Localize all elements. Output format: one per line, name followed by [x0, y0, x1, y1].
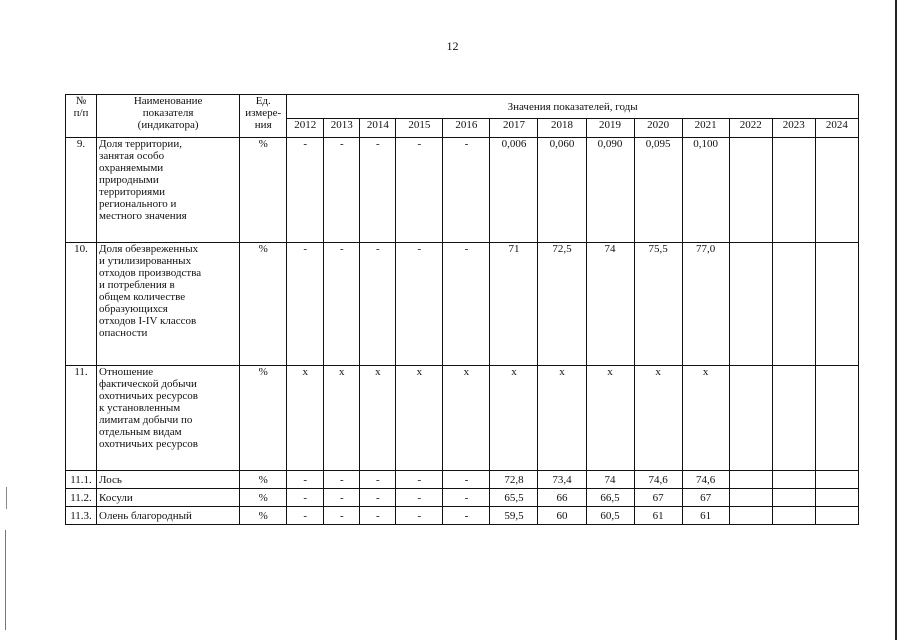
year-header-cell: 2013: [324, 119, 360, 138]
indicators-table: [65, 94, 859, 525]
value-cell: х: [586, 366, 634, 471]
value-cell: 67: [634, 489, 682, 507]
table-row: [66, 489, 859, 507]
value-cell: -: [324, 471, 360, 489]
value-cell: 61: [634, 507, 682, 525]
value-cell: 66,5: [586, 489, 634, 507]
value-cell: -: [360, 489, 396, 507]
indicator-name: Доля обезвреженных и утилизированных отходов производства и потребления в общем количестве образующихся отходов I-IV классов опасности: [97, 243, 240, 366]
value-cell: х: [396, 366, 443, 471]
year-header-cell: 2015: [396, 119, 443, 138]
value-cell: 60: [538, 507, 586, 525]
value-cell: х: [287, 366, 324, 471]
value-cell: -: [287, 507, 324, 525]
value-cell: 60,5: [586, 507, 634, 525]
value-cell: 75,5: [634, 243, 682, 366]
value-cell: [815, 243, 858, 366]
value-cell: х: [360, 366, 396, 471]
year-header-cell: 2021: [682, 119, 729, 138]
row-number: 11.2.: [66, 489, 97, 507]
value-cell: 0,006: [490, 138, 538, 243]
value-cell: -: [396, 243, 443, 366]
unit-cell: %: [240, 138, 287, 243]
table-row: [66, 366, 859, 471]
row-number: 9.: [66, 138, 97, 243]
value-cell: 74: [586, 471, 634, 489]
year-header-cell: 2022: [729, 119, 772, 138]
value-cell: 74,6: [634, 471, 682, 489]
value-cell: -: [287, 471, 324, 489]
value-cell: х: [682, 366, 729, 471]
row-number: 11.: [66, 366, 97, 471]
year-header-cell: 2023: [772, 119, 815, 138]
indicator-name: Лось: [97, 471, 240, 489]
value-cell: -: [360, 243, 396, 366]
year-header-cell: 2019: [586, 119, 634, 138]
value-cell: 0,100: [682, 138, 729, 243]
indicator-name: Косули: [97, 489, 240, 507]
value-cell: [729, 489, 772, 507]
year-header-cell: 2016: [443, 119, 490, 138]
value-cell: 67: [682, 489, 729, 507]
value-cell: -: [324, 243, 360, 366]
header-row: [66, 95, 859, 119]
value-cell: [772, 471, 815, 489]
scan-mark: [5, 530, 6, 630]
year-header-cell: 2024: [815, 119, 858, 138]
table-row: [66, 471, 859, 489]
value-cell: 0,060: [538, 138, 586, 243]
value-cell: -: [324, 507, 360, 525]
value-cell: [815, 471, 858, 489]
value-cell: [815, 366, 858, 471]
indicator-name: Отношение фактической добычи охотничьих ресурсов к установленным лимитам добычи по отдельным видам охотничьих ресурсов: [97, 366, 240, 471]
year-header-cell: 2020: [634, 119, 682, 138]
header-name: Наименование показателя (индикатора): [97, 95, 240, 138]
value-cell: -: [360, 507, 396, 525]
value-cell: 0,095: [634, 138, 682, 243]
table-body: [66, 138, 859, 525]
indicator-name: Олень благородный: [97, 507, 240, 525]
value-cell: х: [490, 366, 538, 471]
value-cell: х: [443, 366, 490, 471]
header-unit: Ед. измере- ния: [240, 95, 287, 138]
value-cell: -: [443, 489, 490, 507]
unit-cell: %: [240, 507, 287, 525]
value-cell: 77,0: [682, 243, 729, 366]
value-cell: [815, 489, 858, 507]
value-cell: [772, 138, 815, 243]
value-cell: -: [324, 138, 360, 243]
year-header-cell: 2017: [490, 119, 538, 138]
value-cell: -: [443, 471, 490, 489]
value-cell: 73,4: [538, 471, 586, 489]
table-row: [66, 138, 859, 243]
row-number: 11.1.: [66, 471, 97, 489]
value-cell: -: [287, 243, 324, 366]
value-cell: 0,090: [586, 138, 634, 243]
row-number: 10.: [66, 243, 97, 366]
value-cell: -: [396, 507, 443, 525]
value-cell: 74: [586, 243, 634, 366]
value-cell: х: [634, 366, 682, 471]
value-cell: [729, 138, 772, 243]
value-cell: -: [443, 243, 490, 366]
unit-cell: %: [240, 366, 287, 471]
value-cell: -: [443, 138, 490, 243]
value-cell: 74,6: [682, 471, 729, 489]
value-cell: х: [324, 366, 360, 471]
year-header-cell: 2012: [287, 119, 324, 138]
scan-mark: [6, 487, 7, 509]
value-cell: -: [324, 489, 360, 507]
value-cell: -: [287, 138, 324, 243]
value-cell: 59,5: [490, 507, 538, 525]
value-cell: 65,5: [490, 489, 538, 507]
value-cell: -: [396, 138, 443, 243]
value-cell: [772, 366, 815, 471]
value-cell: -: [396, 489, 443, 507]
value-cell: -: [360, 471, 396, 489]
table-row: [66, 507, 859, 525]
value-cell: [772, 507, 815, 525]
year-header-cell: 2014: [360, 119, 396, 138]
page-number: 12: [446, 39, 459, 53]
value-cell: -: [287, 489, 324, 507]
value-cell: 71: [490, 243, 538, 366]
value-cell: [772, 243, 815, 366]
value-cell: 66: [538, 489, 586, 507]
value-cell: -: [443, 507, 490, 525]
value-cell: [729, 366, 772, 471]
unit-cell: %: [240, 471, 287, 489]
value-cell: [729, 471, 772, 489]
value-cell: -: [360, 138, 396, 243]
year-header-cell: 2018: [538, 119, 586, 138]
header-num: № п/п: [66, 95, 97, 138]
indicator-name: Доля территории, занятая особо охраняемыми природными территориями регионального и местного значения: [97, 138, 240, 243]
unit-cell: %: [240, 243, 287, 366]
table-row: [66, 243, 859, 366]
row-number: 11.3.: [66, 507, 97, 525]
scan-edge: [895, 0, 897, 640]
value-cell: 72,8: [490, 471, 538, 489]
value-cell: 61: [682, 507, 729, 525]
header-values-title: Значения показателей, годы: [287, 95, 859, 119]
unit-cell: %: [240, 489, 287, 507]
value-cell: -: [396, 471, 443, 489]
value-cell: 72,5: [538, 243, 586, 366]
value-cell: [772, 489, 815, 507]
value-cell: [729, 243, 772, 366]
value-cell: [729, 507, 772, 525]
value-cell: [815, 507, 858, 525]
value-cell: [815, 138, 858, 243]
value-cell: х: [538, 366, 586, 471]
